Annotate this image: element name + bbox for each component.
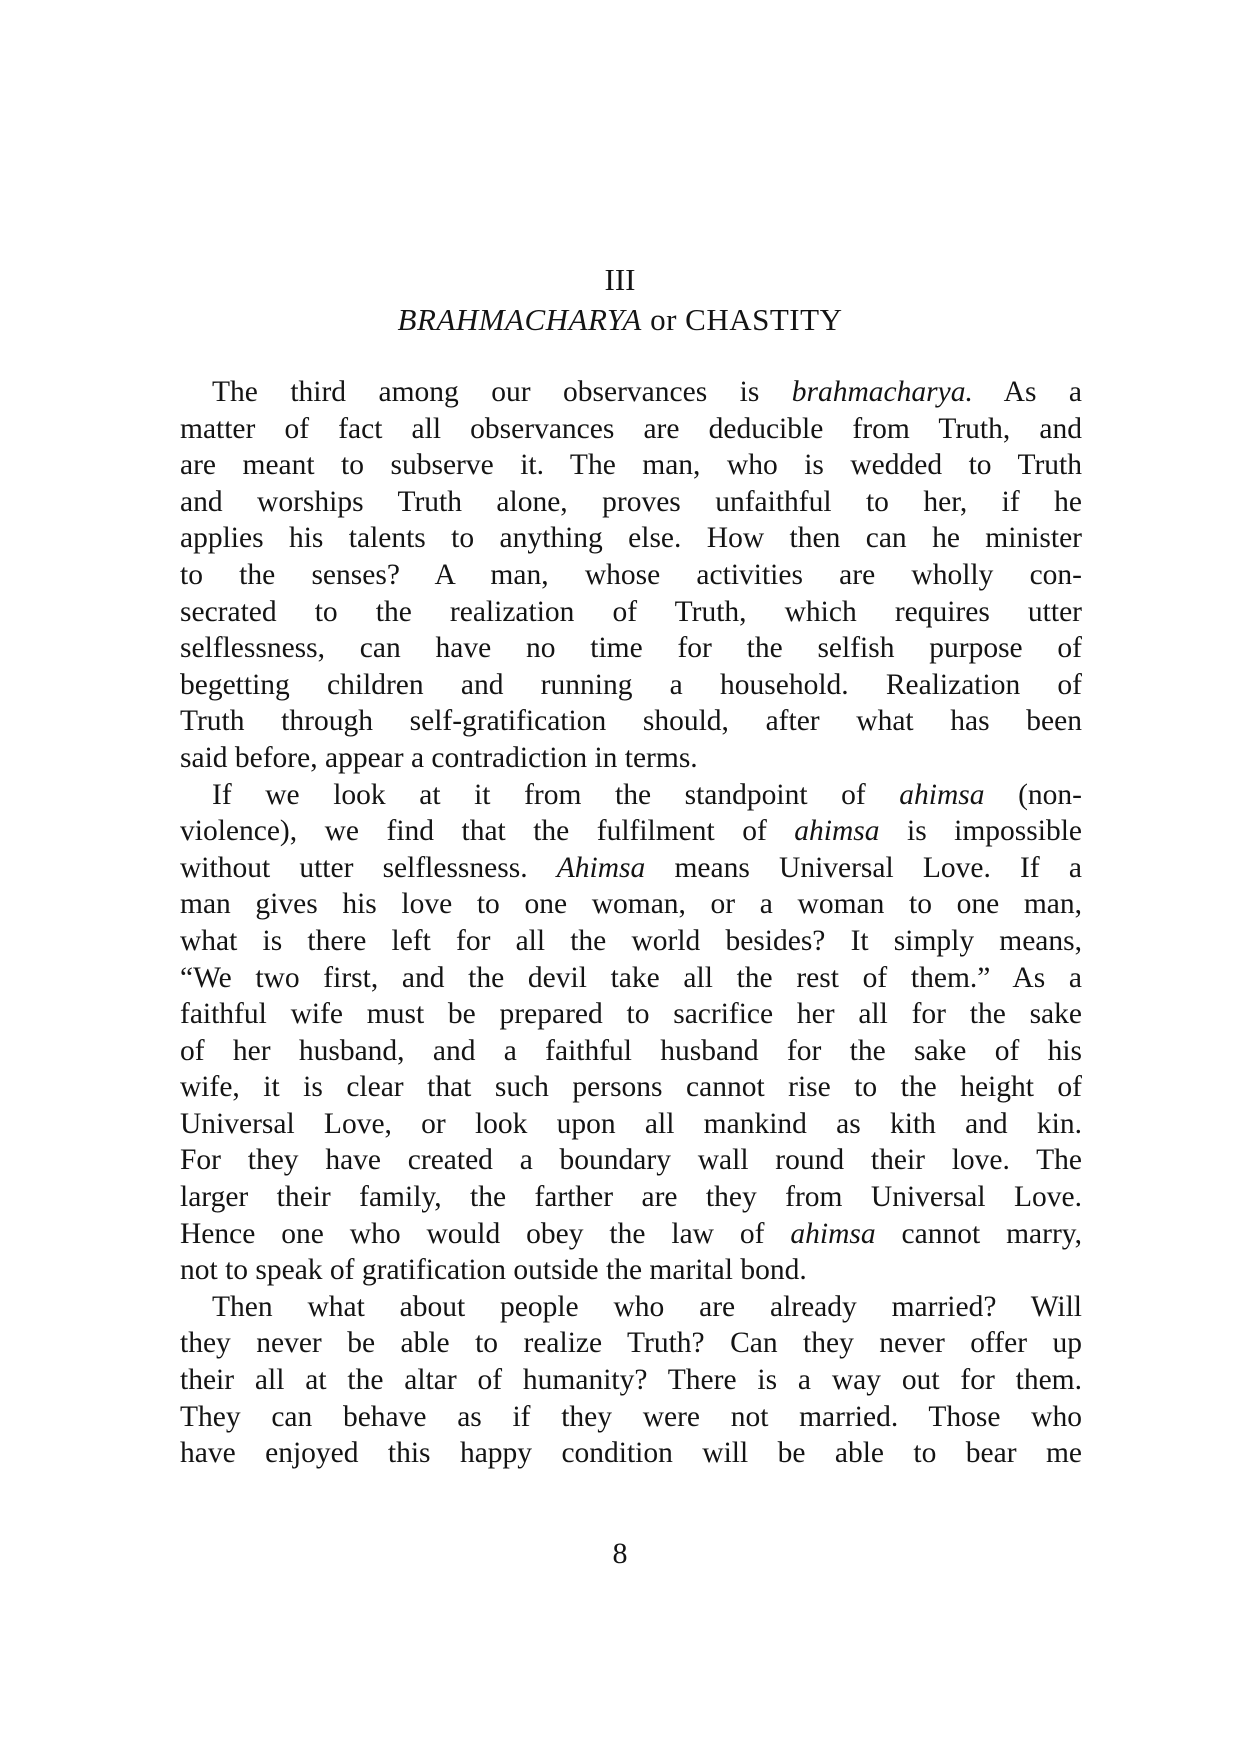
text-line: [180, 1252, 1082, 1289]
italic-term: brahmacharya.: [791, 376, 973, 408]
italic-term: ahimsa: [790, 1217, 876, 1250]
text-line: [180, 886, 1082, 923]
text-line: [180, 557, 1082, 594]
text-line: [180, 374, 1082, 411]
text-run: have enjoyed this happy condition will be able to bear me: [180, 1437, 1082, 1470]
page-number: 8: [612, 1537, 628, 1570]
text-run: what is there left for all the world besides? It simply means,: [180, 924, 1082, 957]
text-line: [180, 850, 1082, 887]
text-line: [180, 1289, 1082, 1326]
text-run: violence), we find that the fulfilment of: [180, 815, 795, 848]
text-run: As a: [972, 376, 1082, 408]
text-run: of her husband, and a faithful husband for the sake of his: [180, 1034, 1082, 1067]
text-run: man gives his love to one woman, or a woman to one man,: [180, 888, 1082, 921]
italic-term: ahimsa: [794, 815, 880, 848]
text-run: (non-: [984, 778, 1082, 811]
text-line: [180, 484, 1082, 521]
paragraph: [180, 374, 1082, 777]
text-line: [180, 520, 1082, 557]
text-run: means Universal Love. If a: [645, 851, 1082, 884]
text-run: For they have created a boundary wall round their love. The: [180, 1144, 1082, 1177]
text-line: [180, 1216, 1082, 1253]
text-line: [180, 1362, 1082, 1399]
text-line: [180, 1033, 1082, 1070]
text-line: [180, 996, 1082, 1033]
text-line: [180, 960, 1082, 997]
text-run: If we look at it from the standpoint of: [212, 778, 900, 811]
text-run: without utter selflessness.: [180, 851, 557, 884]
text-run: Then what about people who are already married? Will: [212, 1290, 1082, 1323]
text-run: Universal Love, or look upon all mankind as kith and kin.: [180, 1107, 1082, 1140]
text-run: to the senses? A man, whose activities are wholly con-: [180, 558, 1082, 591]
chapter-title-rest: or CHASTITY: [641, 302, 843, 337]
text-run: Truth through self-gratification should, after what has been: [180, 705, 1082, 738]
text-line: [180, 1325, 1082, 1362]
text-line: [180, 411, 1082, 448]
text-run: faithful wife must be prepared to sacrifice her all for the sake: [180, 998, 1082, 1031]
text-line: [180, 1399, 1082, 1436]
text-run: selflessness, can have no time for the selfish purpose of: [180, 632, 1082, 665]
text-line: [180, 777, 1082, 814]
text-run: not to speak of gratification outside the marital bond.: [180, 1254, 807, 1287]
text-line: [180, 667, 1082, 704]
chapter-title: [0, 300, 1240, 340]
text-line: [180, 813, 1082, 850]
text-line: [180, 1179, 1082, 1216]
text-line: [180, 594, 1082, 631]
text-run: and worships Truth alone, proves unfaithful to her, if he: [180, 485, 1082, 518]
text-run: larger their family, the farther are they from Universal Love.: [180, 1181, 1082, 1214]
text-line: [180, 923, 1082, 960]
text-run: is impossible: [879, 815, 1082, 848]
chapter-title-italic: BRAHMACHARYA: [397, 302, 642, 337]
text-run: The third among our observances is: [212, 376, 792, 408]
body-text: [180, 374, 1082, 1472]
text-run: their all at the altar of humanity? There is a way out for them.: [180, 1364, 1082, 1397]
text-run: applies his talents to anything else. How then can he minister: [180, 522, 1082, 555]
text-line: [180, 740, 1082, 777]
text-line: [180, 630, 1082, 667]
text-run: begetting children and running a household. Realization of: [180, 668, 1082, 701]
text-run: are meant to subserve it. The man, who is wedded to Truth: [180, 449, 1082, 482]
chapter-number: III: [604, 262, 636, 297]
text-run: They can behave as if they were not married. Those who: [180, 1400, 1082, 1433]
italic-term: Ahimsa: [556, 851, 646, 884]
text-run: “We two first, and the devil take all the rest of them.” As a: [180, 961, 1082, 994]
text-run: secrated to the realization of Truth, which requires utter: [180, 595, 1082, 628]
text-line: [180, 1435, 1082, 1472]
text-line: [180, 703, 1082, 740]
text-line: [180, 447, 1082, 484]
text-line: [180, 1142, 1082, 1179]
text-run: they never be able to realize Truth? Can they never offer up: [180, 1327, 1082, 1360]
paragraph: [180, 1289, 1082, 1472]
text-run: wife, it is clear that such persons cannot rise to the height of: [180, 1071, 1082, 1104]
text-run: matter of fact all observances are deducible from Truth, and: [180, 412, 1082, 445]
paragraph: [180, 777, 1082, 1289]
italic-term: ahimsa: [899, 778, 985, 811]
text-run: cannot marry,: [875, 1217, 1082, 1250]
text-line: [180, 1106, 1082, 1143]
text-run: Hence one who would obey the law of: [180, 1217, 791, 1250]
text-line: [180, 1069, 1082, 1106]
text-run: said before, appear a contradiction in terms.: [180, 741, 698, 774]
